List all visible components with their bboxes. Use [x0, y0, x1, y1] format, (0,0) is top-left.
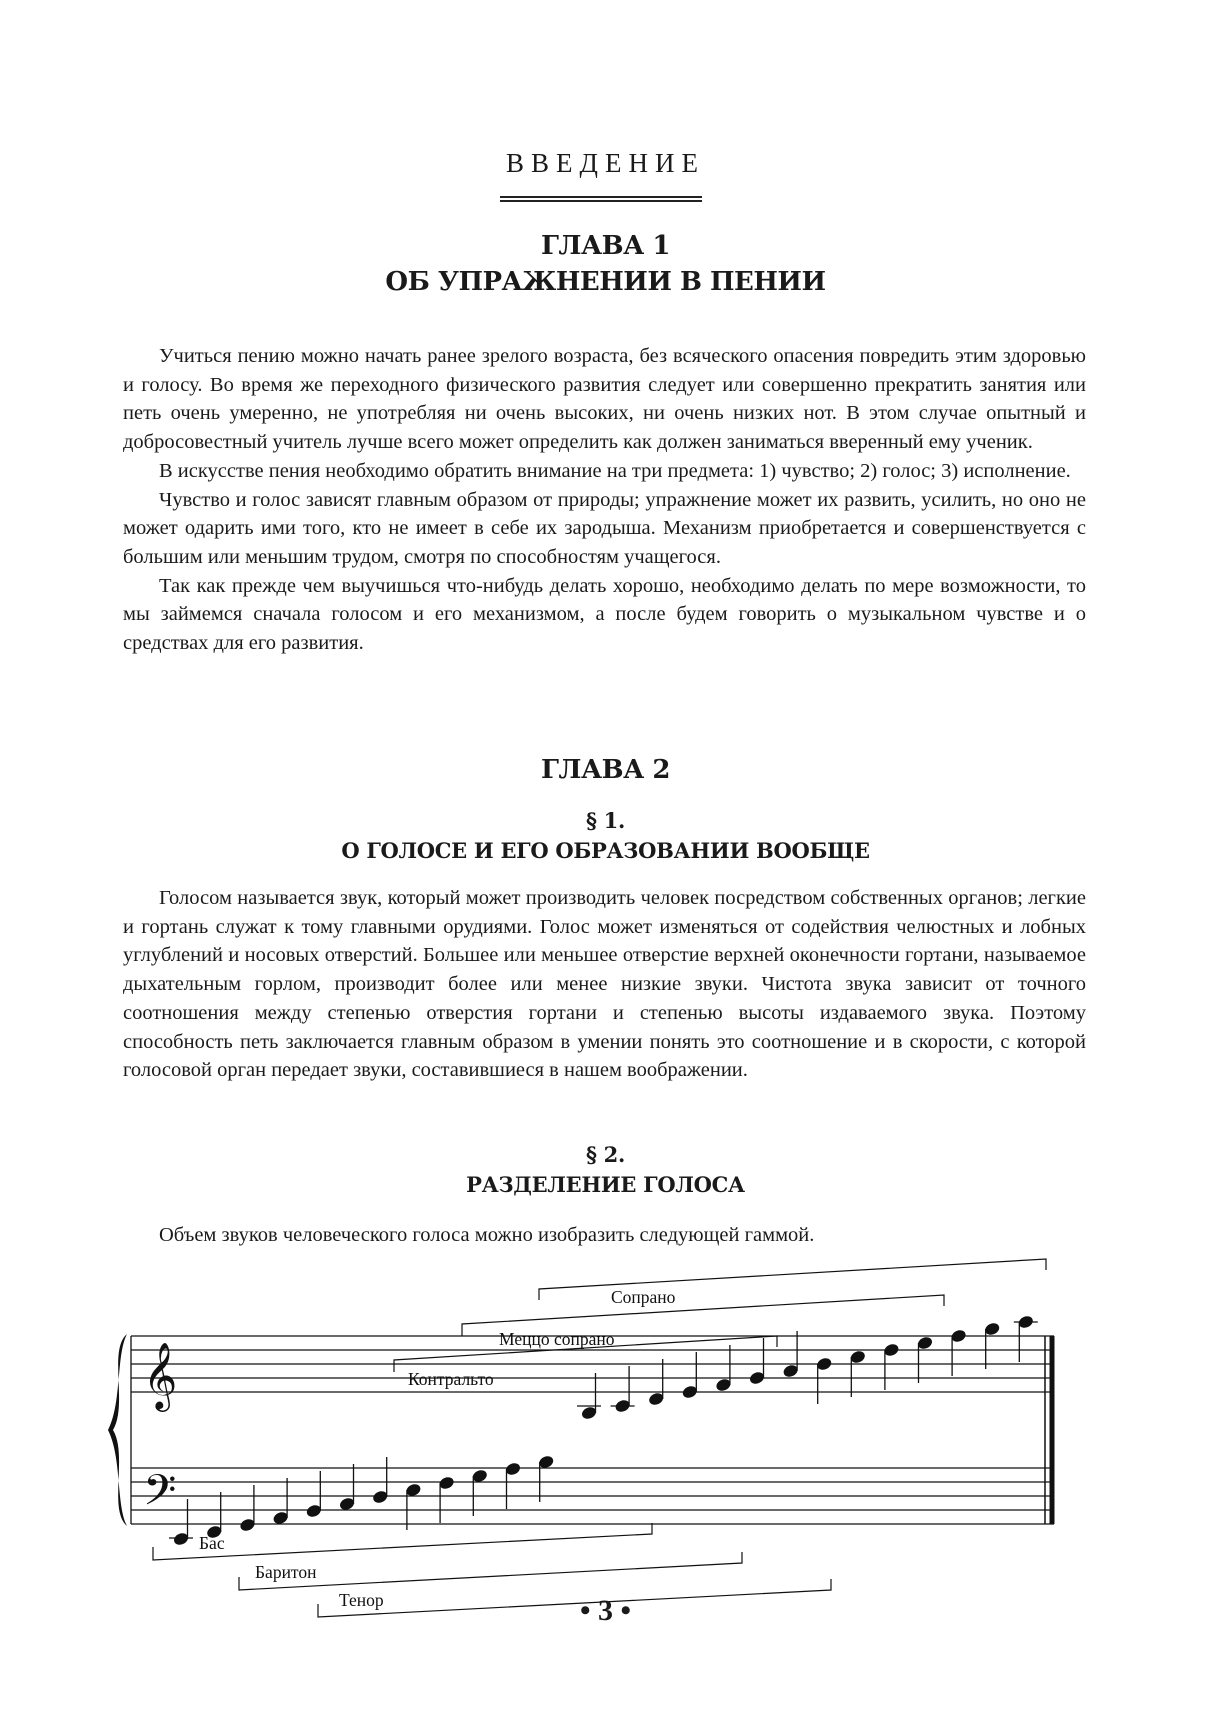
soprano-label: Сопрано — [611, 1287, 676, 1307]
chapter1-paragraph: Так как прежде чем выучишься что-нибудь делать хорошо, необходимо делать по мере возможности, то мы займемся сначала голосом и его механизмом, а после будем говорить о музыкальном чувстве и о средствах для его развития. — [123, 574, 1086, 655]
chapter2-number: ГЛАВА 2 — [541, 755, 670, 785]
system-brace-icon — [108, 1334, 127, 1526]
page-number: • 3 • — [579, 1594, 631, 1627]
section1-title: О ГОЛОСЕ И ЕГО ОБРАЗОВАНИИ ВООБЩЕ — [341, 838, 870, 863]
chapter1-paragraph: В искусстве пения необходимо обратить внимание на три предмета: 1) чувство; 2) голос; 3) исполнение. — [159, 459, 1071, 482]
section1-number: § 1. — [585, 808, 626, 833]
tenor-label: Тенор — [339, 1590, 384, 1610]
treble-clef-icon: 𝄞 — [143, 1343, 178, 1408]
section2-paragraph: Объем звуков человеческого голоса можно изобразить следующей гаммой. — [159, 1224, 815, 1246]
chapter1-title: ОБ УПРАЖНЕНИИ В ПЕНИИ — [385, 267, 826, 297]
bass-range-bracket — [153, 1523, 652, 1560]
introduction-heading: ВВЕДЕНИЕ — [506, 148, 705, 178]
chapter1-number: ГЛАВА 1 — [541, 231, 670, 261]
section2-number: § 2. — [585, 1142, 626, 1167]
mezzo-soprano-label: Меццо сопрано — [499, 1329, 615, 1349]
chapter1-paragraph: Учиться пению можно начать ранее зрелого возраста, без всяческого опасения повредить этим здоровью и голосу. Во время же переходного физического развития следует или совершенно прекратить занятия или петь очень умеренно, не употребляя ни очень высоких, ни очень низких нот. В этом случае опытный и добросовестный учитель лучше всего может определить как должен заниматься вверенный ему ученик. — [123, 345, 1086, 454]
bass-clef-icon: 𝄢 — [143, 1468, 177, 1525]
bass-label: Бас — [199, 1533, 225, 1553]
treble-notes — [577, 1314, 1038, 1420]
contralto-label: Контральто — [408, 1369, 494, 1389]
section2-title: РАЗДЕЛЕНИЕ ГОЛОСА — [466, 1172, 745, 1197]
section1-paragraph: Голосом называется звук, который может производить человек посредством собственных органов; легкие и гортань служат к тому главными орудиями. Голос может изменяться от содействия челюстных и лобных углублений и носовых отверстий. Большее или меньшее отверстие верхней оконечности гортани, называемое дыхательным горлом, производит более или менее низкие звуки. Чистота звука зависит от точного соотношения между степенью отверстия гортани и степенью высоты издаваемого звука. Поэтому способность петь заключается главным образом в умении понять это соотношение и в скорости, с которой голосовой орган передает звуки, составившиеся в нашем воображении. — [123, 887, 1086, 1082]
chapter1-paragraph: Чувство и голос зависят главным образом от природы; упражнение может их развить, усилить, но оно не может одарить ими того, кто не имеет в себе их зародыша. Механизм приобретается и совершенствуется с большим или меньшим трудом, смотря по способностям учащегося. — [123, 488, 1086, 568]
baritone-label: Баритон — [255, 1562, 317, 1582]
